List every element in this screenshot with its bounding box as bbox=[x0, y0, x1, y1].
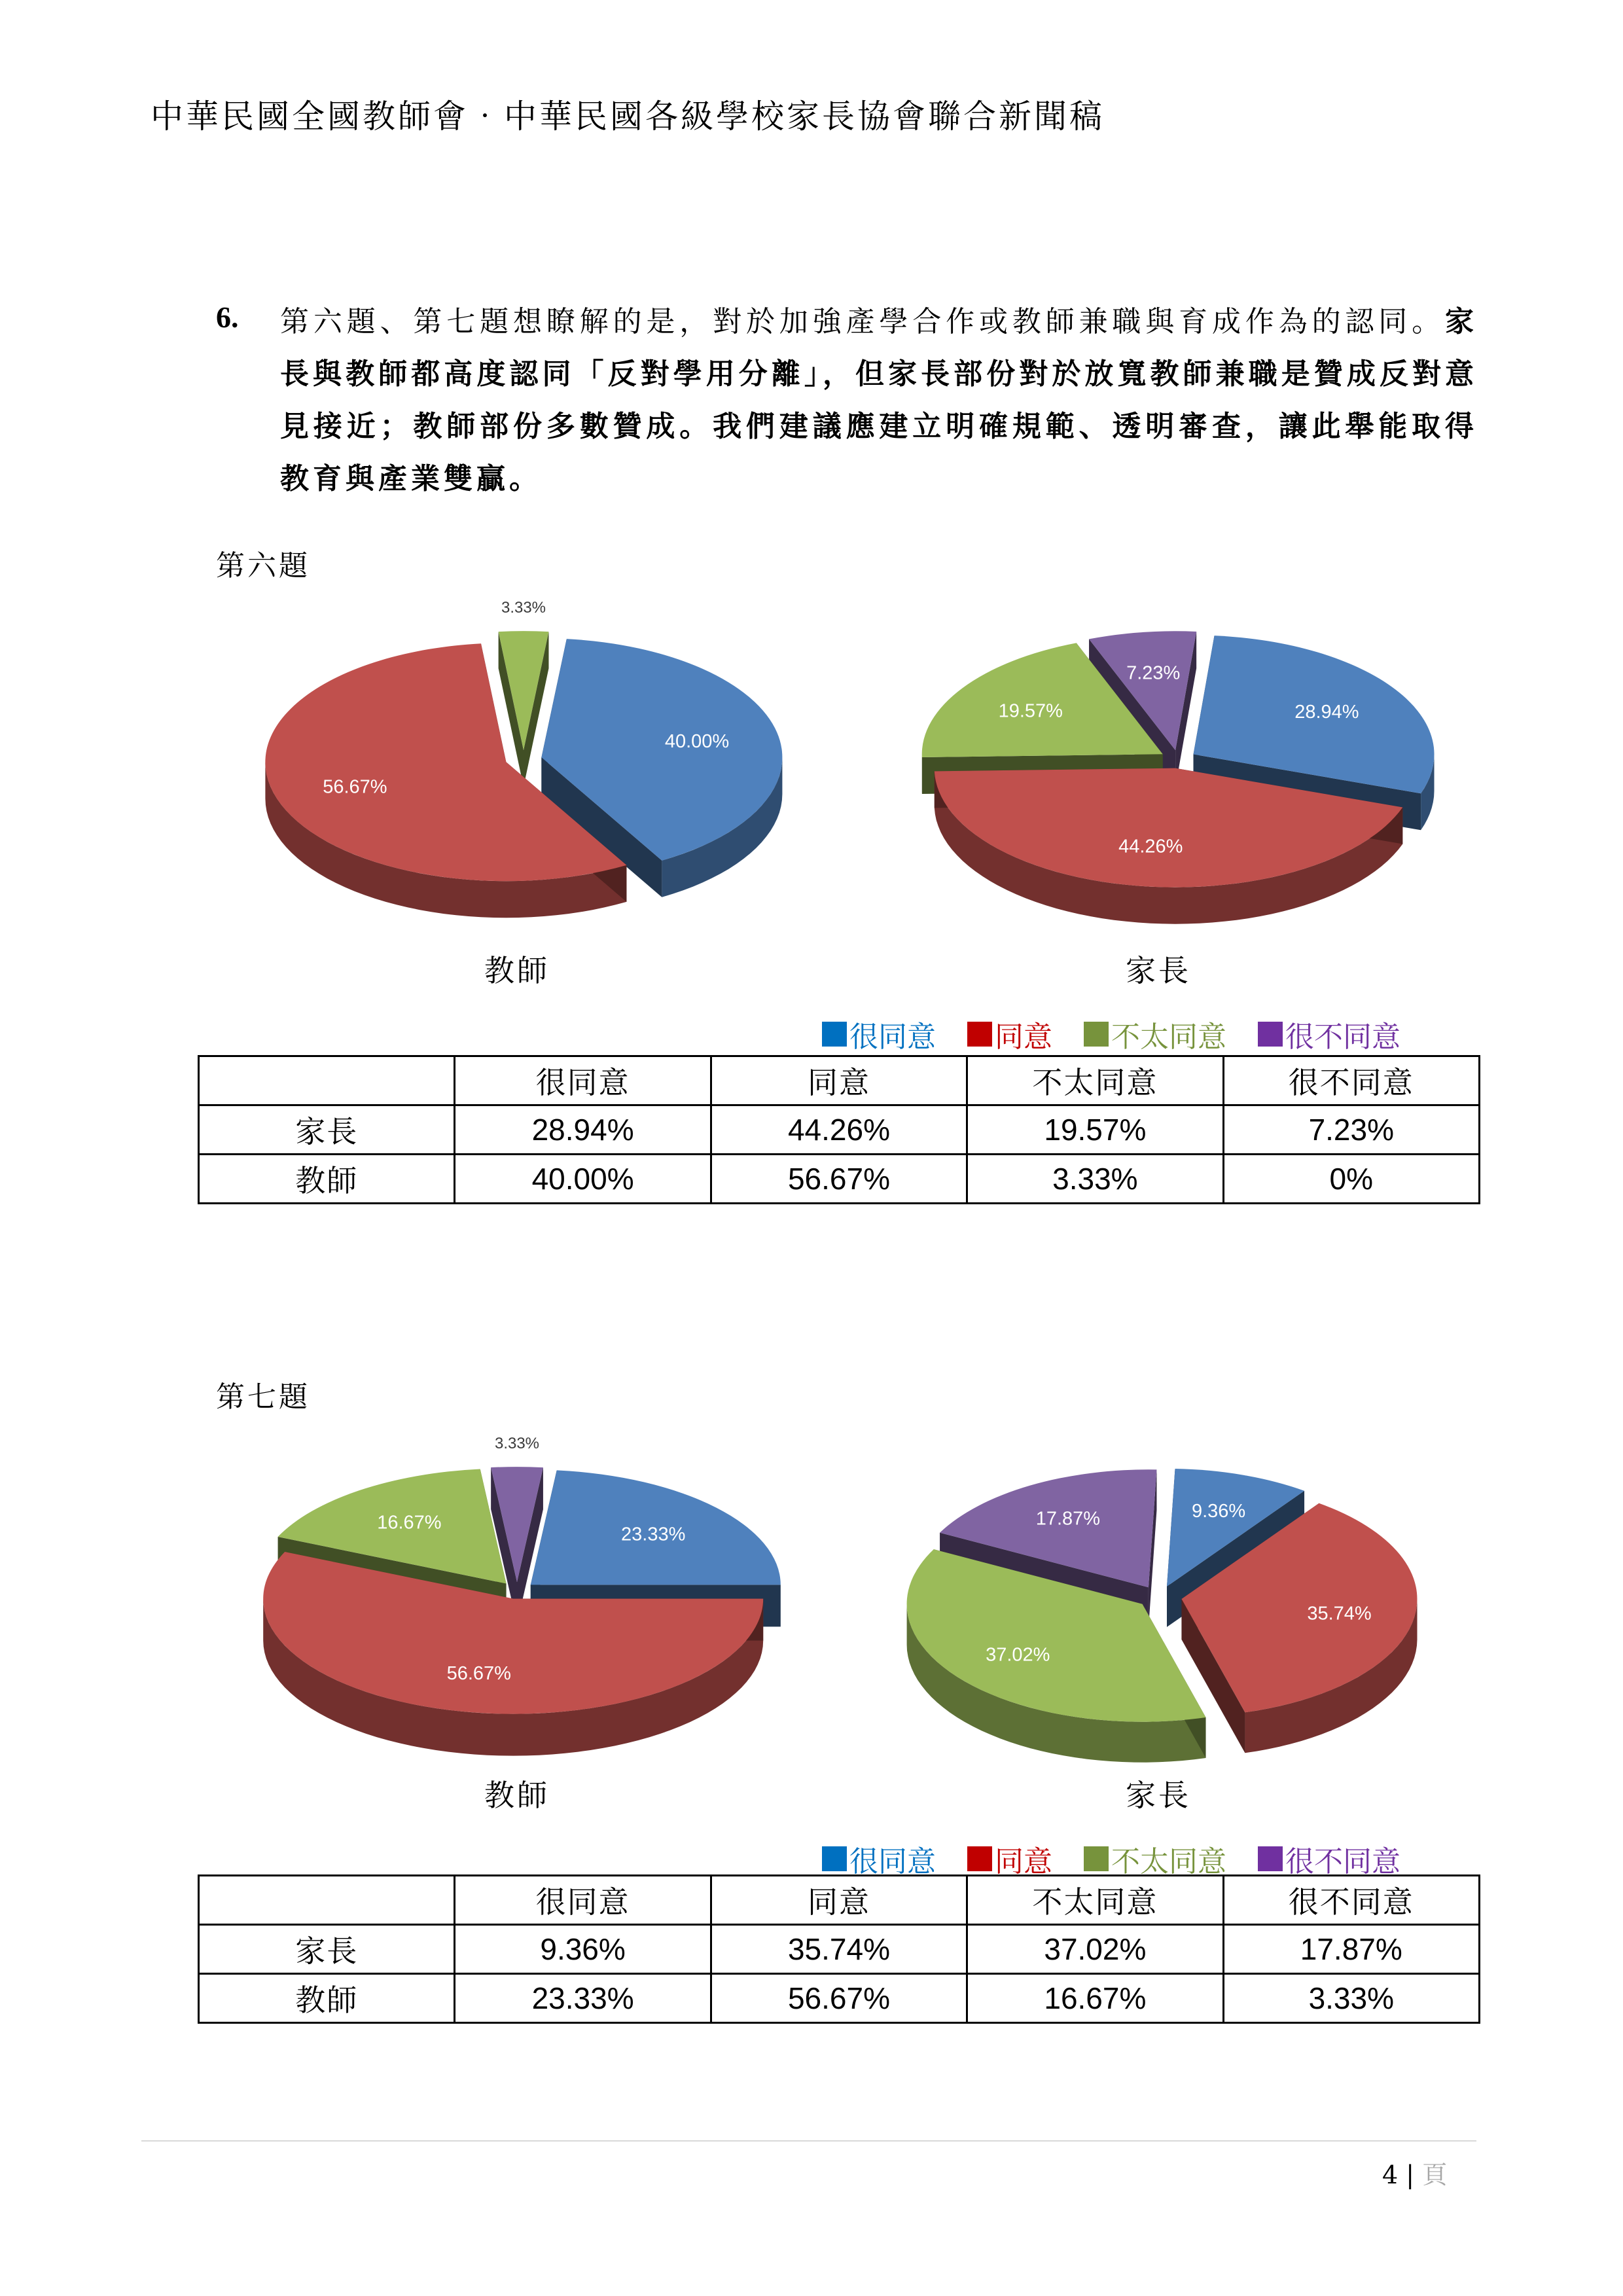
table-header-cell: 很不同意 bbox=[1223, 1876, 1479, 1925]
pie-data-label: 3.33% bbox=[501, 599, 546, 617]
legend-item-agree bbox=[967, 1838, 1052, 1880]
table-header-row bbox=[199, 1876, 1480, 1925]
table-cell: 40.00% bbox=[455, 1155, 711, 1204]
table-cell: 37.02% bbox=[967, 1925, 1223, 1974]
q6-legend bbox=[822, 1013, 1400, 1055]
pie-data-label: 23.33% bbox=[621, 1524, 686, 1545]
legend-swatch-agree bbox=[967, 1846, 992, 1871]
table-row bbox=[199, 1925, 1480, 1974]
q7-title: 第七題 bbox=[216, 1380, 310, 1414]
table-row bbox=[199, 1155, 1480, 1204]
q7-parent-pie-chart bbox=[877, 1427, 1427, 1767]
table-cell: 3.33% bbox=[967, 1155, 1223, 1204]
table-header-row bbox=[199, 1056, 1480, 1105]
legend-swatch-very-disagree bbox=[1258, 1846, 1283, 1871]
table-header-cell: 不太同意 bbox=[967, 1056, 1223, 1105]
q7-teacher-caption: 教師 bbox=[484, 1778, 550, 1813]
table-header-cell: 同意 bbox=[711, 1876, 967, 1925]
table-header-cell: 很不同意 bbox=[1223, 1056, 1479, 1105]
q6-table bbox=[198, 1055, 1480, 1204]
legend-item-disagree bbox=[1084, 1013, 1226, 1055]
legend-item-agree bbox=[967, 1013, 1052, 1055]
legend-label-disagree: 不太同意 bbox=[1111, 1845, 1226, 1878]
table-cell: 28.94% bbox=[455, 1105, 711, 1155]
q6-title: 第六題 bbox=[216, 549, 310, 583]
legend-label-very-agree: 很同意 bbox=[849, 1845, 936, 1878]
legend-label-very-agree: 很同意 bbox=[849, 1020, 936, 1054]
table-cell: 0% bbox=[1223, 1155, 1479, 1204]
page-number bbox=[1382, 2155, 1447, 2191]
table-header-cell bbox=[199, 1876, 455, 1925]
table-cell: 56.67% bbox=[711, 1974, 967, 2023]
item-text-normal: 第六題、第七題想瞭解的是，對於加強產學合作或教師兼職與育成作為的認同。 bbox=[280, 305, 1445, 338]
q6-parent-caption: 家長 bbox=[1126, 953, 1191, 988]
table-row-label: 家長 bbox=[199, 1925, 455, 1974]
legend-label-very-disagree: 很不同意 bbox=[1285, 1845, 1400, 1878]
table-cell: 16.67% bbox=[967, 1974, 1223, 2023]
legend-label-agree: 同意 bbox=[995, 1020, 1052, 1054]
q6-teacher-pie-chart bbox=[249, 599, 798, 942]
table-cell: 44.26% bbox=[711, 1105, 967, 1155]
q6-teacher-caption: 教師 bbox=[484, 953, 550, 988]
pie-data-label: 9.36% bbox=[1191, 1501, 1246, 1522]
table-cell: 7.23% bbox=[1223, 1105, 1479, 1155]
table-row-label: 家長 bbox=[199, 1105, 455, 1155]
pie-data-label: 40.00% bbox=[664, 731, 730, 753]
legend-label-disagree: 不太同意 bbox=[1111, 1020, 1226, 1054]
table-header-cell bbox=[199, 1056, 455, 1105]
page-label: 頁 bbox=[1422, 2161, 1448, 2189]
q7-teacher-pie-chart bbox=[242, 1427, 792, 1767]
table-header-cell: 同意 bbox=[711, 1056, 967, 1105]
legend-swatch-agree bbox=[967, 1022, 992, 1047]
legend-swatch-very-disagree bbox=[1258, 1022, 1283, 1047]
item-text-bold: 家長與教師都高度認同「反對學用分離」，但家長部份對於放寬教師兼職是贊成反對意見接近；教師部份多數贊成。我們建議應建立明確規範、透明審查，讓此舉能取得教育與產業雙贏。 bbox=[280, 305, 1478, 495]
q7-parent-caption: 家長 bbox=[1126, 1778, 1191, 1813]
table-cell: 35.74% bbox=[711, 1925, 967, 1974]
table-cell: 19.57% bbox=[967, 1105, 1223, 1155]
pie-data-label: 35.74% bbox=[1307, 1603, 1372, 1624]
pie-data-label: 56.67% bbox=[446, 1663, 511, 1685]
pie-data-label: 17.87% bbox=[1035, 1508, 1101, 1530]
legend-item-very-disagree bbox=[1258, 1838, 1400, 1880]
page-number-value: 4 bbox=[1382, 2161, 1399, 2189]
item-paragraph bbox=[280, 296, 1478, 505]
q6-parent-pie-chart bbox=[903, 602, 1453, 942]
table-row bbox=[199, 1105, 1480, 1155]
pie-data-label: 7.23% bbox=[1126, 662, 1181, 684]
item-number: 6. bbox=[216, 300, 239, 334]
table-header-cell: 不太同意 bbox=[967, 1876, 1223, 1925]
pie-data-label: 37.02% bbox=[986, 1644, 1050, 1666]
legend-item-very-agree bbox=[822, 1838, 936, 1880]
legend-swatch-disagree bbox=[1084, 1022, 1109, 1047]
pie-data-label: 16.67% bbox=[377, 1512, 442, 1534]
table-row-label: 教師 bbox=[199, 1974, 455, 2023]
table-cell: 9.36% bbox=[455, 1925, 711, 1974]
pie-data-label: 28.94% bbox=[1294, 702, 1359, 723]
table-row-label: 教師 bbox=[199, 1155, 455, 1204]
legend-swatch-disagree bbox=[1084, 1846, 1109, 1871]
legend-label-very-disagree: 很不同意 bbox=[1285, 1020, 1400, 1054]
pie-data-label: 56.67% bbox=[323, 776, 387, 798]
legend-item-very-disagree bbox=[1258, 1013, 1400, 1055]
table-cell: 17.87% bbox=[1223, 1925, 1479, 1974]
document-header: 中華民國全國教師會‧中華民國各級學校家長協會聯合新聞稿 bbox=[151, 98, 1105, 135]
legend-label-agree: 同意 bbox=[995, 1845, 1052, 1878]
pie-data-label: 3.33% bbox=[494, 1435, 540, 1453]
legend-item-disagree bbox=[1084, 1838, 1226, 1880]
page-number-separator: | bbox=[1406, 2161, 1415, 2189]
legend-swatch-very-agree bbox=[822, 1846, 847, 1871]
q7-table bbox=[198, 1874, 1480, 2024]
pie-data-label: 19.57% bbox=[998, 700, 1063, 722]
legend-item-very-agree bbox=[822, 1013, 936, 1055]
q7-legend bbox=[822, 1838, 1400, 1880]
footer-divider bbox=[141, 2140, 1476, 2142]
pie-data-label: 44.26% bbox=[1118, 836, 1183, 857]
table-cell: 56.67% bbox=[711, 1155, 967, 1204]
table-cell: 23.33% bbox=[455, 1974, 711, 2023]
table-header-cell: 很同意 bbox=[455, 1056, 711, 1105]
legend-swatch-very-agree bbox=[822, 1022, 847, 1047]
table-header-cell: 很同意 bbox=[455, 1876, 711, 1925]
table-row bbox=[199, 1974, 1480, 2023]
table-cell: 3.33% bbox=[1223, 1974, 1479, 2023]
